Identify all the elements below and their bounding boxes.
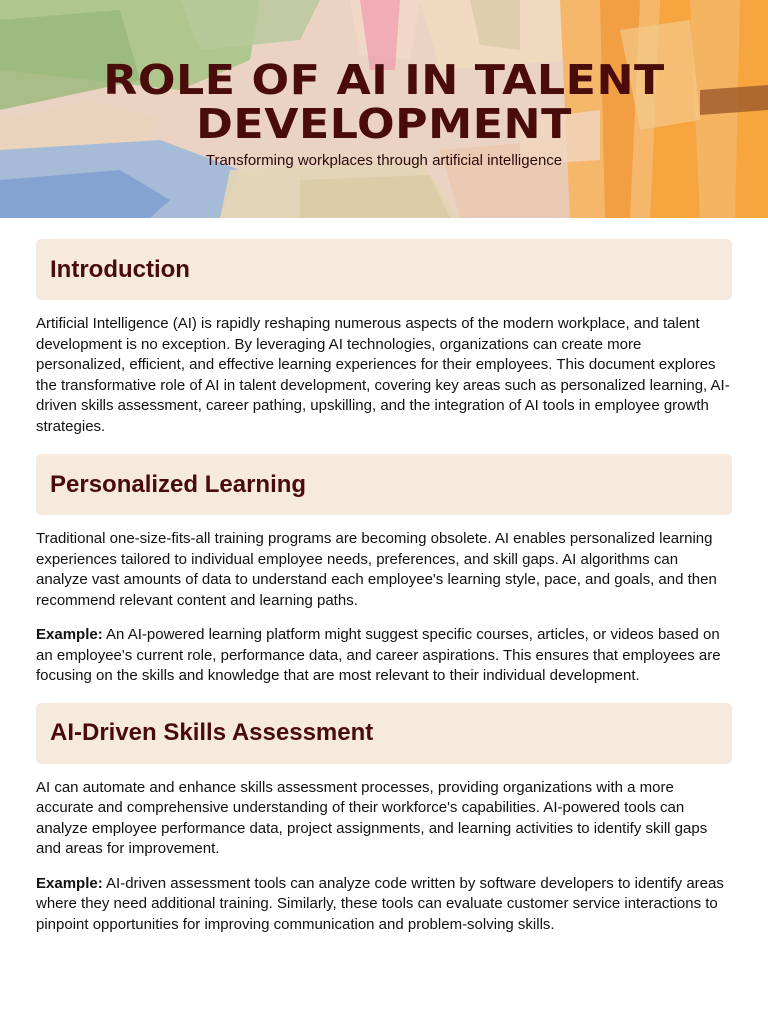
document-body <box>0 218 768 935</box>
example-text: AI-driven assessment tools can analyze code written by software developers to identify areas where they need additional training. Similarly, these tools can evaluate customer service interactions to pinpoint opportunities for improving communication and problem-solving skills. <box>36 874 724 933</box>
skills-assessment-example <box>36 874 732 936</box>
header-banner <box>0 0 768 218</box>
skills-assessment-paragraph: AI can automate and enhance skills assessment processes, providing organizations with a more accurate and comprehensive understanding of their workforce's capabilities. AI-powered tools can analyze employee performance data, project assignments, and learning activities to identify skill gaps and areas for improvement. <box>36 778 708 857</box>
section-heading-skills-assessment <box>36 703 732 764</box>
introduction-paragraph: Artificial Intelligence (AI) is rapidly reshaping numerous aspects of the modern workplace, and talent development is no exception. By leveraging AI technologies, organizations can create more personalized, efficient, and effective learning experiences for their employees. This document explores the transformative role of AI in talent development, covering key areas such as personalized learning, AI-driven skills assessment, career pathing, upskilling, and the integration of AI tools in employee growth strategies. <box>36 315 730 435</box>
section-title: Introduction <box>50 255 190 283</box>
example-text: An AI-powered learning platform might suggest specific courses, articles, or videos based on an employee's current role, performance data, and career aspirations. This ensures that employees are focusing on the skills and knowledge that are most relevant to their individual development. <box>36 626 721 684</box>
personalized-learning-paragraph: Traditional one-size-fits-all training programs are becoming obsolete. AI enables personalized learning experiences tailored to individual employee needs, preferences, and skill gaps. AI algorithms can analyze vast amounts of data to understand each employee's learning style, pace, and goals, and then recommend relevant content and learning paths. <box>36 530 717 609</box>
page-title-line1: ROLE OF AI IN TALENT <box>103 56 665 104</box>
page-title-line2: DEVELOPMENT <box>196 100 572 148</box>
example-label: Example: <box>36 626 103 643</box>
section-heading-personalized-learning <box>36 454 732 515</box>
page-subtitle: Transforming workplaces through artificial intelligence <box>205 152 563 169</box>
personalized-learning-example <box>36 625 732 687</box>
title-block <box>0 58 768 169</box>
section-heading-introduction <box>36 239 732 300</box>
example-label: Example: <box>36 874 103 892</box>
section-title: Personalized Learning <box>50 470 307 498</box>
page-title <box>0 58 768 146</box>
section-title: AI-Driven Skills Assessment <box>50 719 374 746</box>
